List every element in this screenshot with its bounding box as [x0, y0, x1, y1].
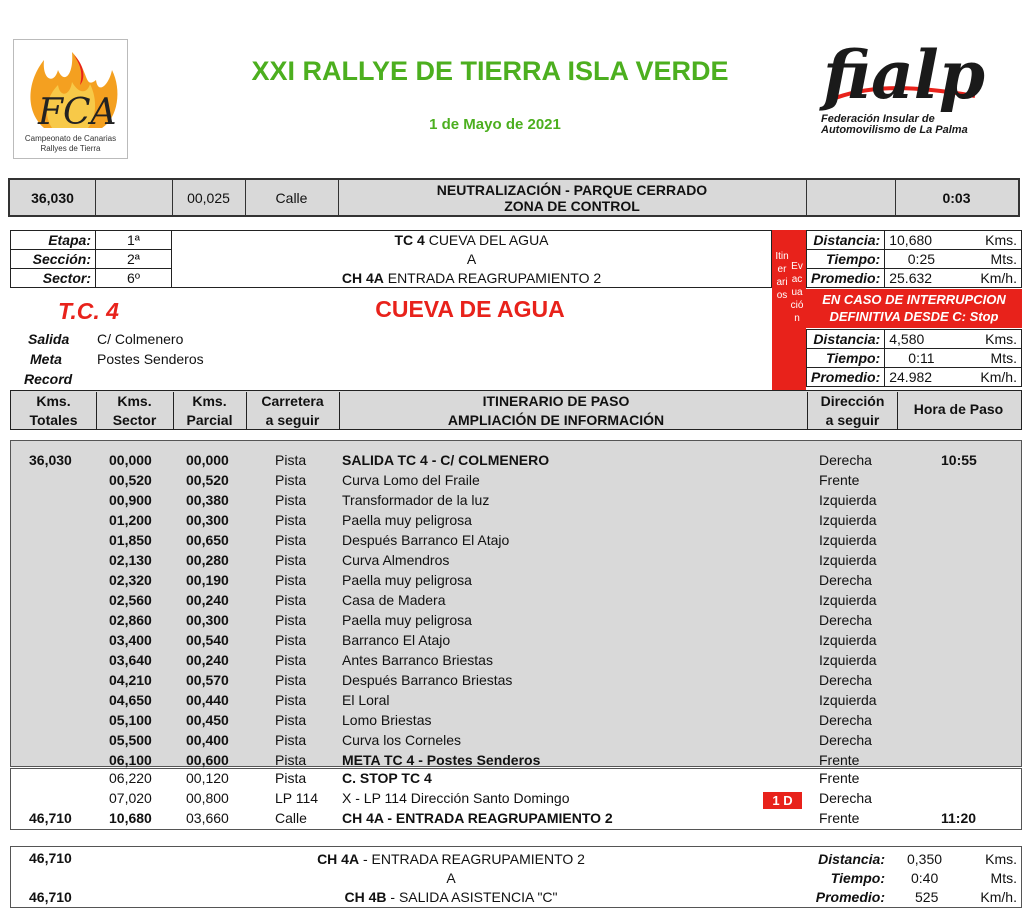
ch-tiempo-value: 0:40 [911, 870, 939, 886]
cell-road: Pista [275, 572, 307, 588]
neutral-description [338, 180, 807, 215]
cell-sector: 01,850 [109, 532, 152, 548]
cell-road: Calle [275, 810, 307, 826]
cell-parcial: 00,240 [186, 592, 229, 608]
cell-road: Pista [275, 692, 307, 708]
cell-dir: Frente [819, 472, 860, 488]
promedio-unit: Km/h. [958, 269, 1022, 288]
cell-road: Pista [275, 652, 307, 668]
stage-stats-table [806, 230, 1022, 288]
stage-header [10, 230, 1022, 432]
neutral-time: 0:03 [942, 189, 971, 206]
tc-name: CUEVA DE AGUA [375, 296, 565, 322]
cell-desc: Curva los Corneles [342, 732, 462, 748]
cell-desc: El Loral [342, 692, 390, 708]
stage-route [172, 230, 772, 288]
tiempo-value: 0:25 [885, 250, 958, 269]
cell-sector: 06,220 [109, 770, 152, 786]
cell-sector: 02,320 [109, 572, 152, 588]
sector-label: Sector: [11, 269, 96, 288]
ch-route [251, 850, 651, 907]
cell-sector: 02,560 [109, 592, 152, 608]
ch-to-name: - SALIDA ASISTENCIA "C" [386, 889, 558, 905]
cell-road: Pista [275, 532, 307, 548]
cell-road: Pista [275, 672, 307, 688]
col-itinerary: ITINERARIO DE PASO AMPLIACIÓN DE INFORMACIÓN [447, 393, 665, 428]
cell-desc: Antes Barranco Briestas [342, 652, 493, 668]
interruption-line-2: DEFINITIVA DESDE C: Stop [829, 309, 999, 324]
cell-sector: 04,650 [109, 692, 152, 708]
table-row [11, 651, 1023, 671]
cell-parcial: 00,380 [186, 492, 229, 508]
cell-dir: Derecha [819, 790, 872, 806]
page-title: XXI RALLYE DE TIERRA ISLA VERDE [251, 56, 729, 86]
col-time: Hora de Paso [913, 401, 1004, 417]
ch-from-name: - ENTRADA REAGRUPAMIENTO 2 [359, 851, 585, 867]
stop-section [10, 768, 1022, 830]
etapa-value: 1ª [96, 231, 172, 250]
cell-sector: 07,020 [109, 790, 152, 806]
stage-stats-alt-table [806, 329, 1022, 387]
cell-dir: Derecha [819, 732, 872, 748]
table-row [11, 789, 1023, 809]
col-km-parcial: Kms. Parcial [173, 392, 247, 430]
tiempo-unit: Mts. [958, 250, 1022, 269]
cell-dir: Izquierda [819, 532, 877, 548]
table-row [11, 611, 1023, 631]
cell-parcial: 00,240 [186, 652, 229, 668]
cell-dir: Frente [819, 770, 860, 786]
cell-sector: 10,680 [109, 810, 152, 826]
promedio-label: Promedio: [807, 269, 885, 288]
cell-desc: Curva Almendros [342, 552, 450, 568]
col-km-sector: Kms. Sector [96, 392, 174, 430]
col-direction: Dirección a seguir [807, 392, 898, 430]
fca-caption-2: Rallyes de Tierra [40, 144, 101, 153]
cell-desc: Paella muy peligrosa [342, 512, 472, 528]
cell-road: Pista [275, 492, 307, 508]
cell-dir: Derecha [819, 572, 872, 588]
promedio-value: 25.632 [885, 269, 958, 288]
ch-distancia-label: Distancia: [818, 851, 885, 867]
cell-sector: 00,000 [109, 452, 152, 468]
cell-total: 36,030 [29, 452, 72, 468]
cell-road: Pista [275, 632, 307, 648]
cell-parcial: 00,300 [186, 512, 229, 528]
route-from-code: TC 4 [394, 232, 425, 248]
table-row [11, 631, 1023, 651]
route-to-code: CH 4A [341, 270, 384, 286]
alt-tiempo-value: 0:11 [885, 349, 958, 368]
distancia-unit: Kms. [958, 231, 1022, 250]
cell-desc: Lomo Briestas [342, 712, 432, 728]
neutral-km-parcial: 00,025 [172, 180, 246, 215]
ch-stats [807, 850, 1021, 907]
direction-badge: 1 D [763, 792, 802, 809]
cell-parcial: 00,400 [186, 732, 229, 748]
cell-dir: Derecha [819, 452, 872, 468]
cell-parcial: 00,450 [186, 712, 229, 728]
cell-time: 10:55 [941, 452, 977, 468]
neutral-desc-1: NEUTRALIZACIÓN - PARQUE CERRADO [436, 181, 708, 198]
neutralization-row [8, 178, 1020, 217]
cell-parcial: 00,300 [186, 612, 229, 628]
table-row [11, 731, 1023, 751]
cell-dir: Izquierda [819, 652, 877, 668]
cell-desc: Casa de Madera [342, 592, 446, 608]
cell-desc: Después Barranco El Atajo [342, 532, 510, 548]
cell-dir: Izquierda [819, 592, 877, 608]
ch-total-2: 46,710 [29, 889, 72, 905]
record-label: Record [24, 371, 73, 387]
column-header-row [10, 390, 1022, 430]
table-row [11, 471, 1023, 491]
cell-parcial: 00,000 [186, 452, 229, 468]
fca-caption-1: Campeonato de Canarias [24, 134, 117, 143]
etapa-label: Etapa: [11, 231, 96, 250]
fialp-line-2: Automovilismo de La Palma [821, 124, 968, 136]
alt-distancia-value: 4,580 [885, 330, 958, 349]
cell-road: Pista [275, 512, 307, 528]
cell-sector: 01,200 [109, 512, 152, 528]
ch-promedio-label: Promedio: [815, 889, 885, 905]
cell-sector: 05,100 [109, 712, 152, 728]
table-row [11, 511, 1023, 531]
neutral-desc-2: ZONA DE CONTROL [504, 197, 640, 214]
ch-distancia-value: 0,350 [907, 851, 943, 867]
fca-logo [13, 39, 128, 159]
fialp-mark: fialp [823, 36, 985, 114]
cell-road: Pista [275, 612, 307, 628]
neutral-km-total: 36,030 [10, 180, 96, 215]
table-row [11, 571, 1023, 591]
cell-sector: 00,520 [109, 472, 152, 488]
cell-sector: 03,400 [109, 632, 152, 648]
cell-desc: Paella muy peligrosa [342, 572, 472, 588]
alt-promedio-label: Promedio: [807, 368, 885, 387]
cell-dir: Izquierda [819, 512, 877, 528]
interruption-line-1: EN CASO DE INTERRUPCION [822, 292, 1006, 307]
cell-road: Pista [275, 732, 307, 748]
evacuacion-vertical: Evacuación [790, 261, 804, 324]
alt-tiempo-unit: Mts. [958, 349, 1022, 368]
cell-parcial: 00,280 [186, 552, 229, 568]
cell-road: Pista [275, 712, 307, 728]
table-row [11, 809, 1023, 829]
cell-road: Pista [275, 472, 307, 488]
meta-value: Postes Senderos [97, 351, 204, 367]
distancia-label: Distancia: [807, 231, 885, 250]
cell-dir: Izquierda [819, 692, 877, 708]
cell-sector: 04,210 [109, 672, 152, 688]
cell-parcial: 00,190 [186, 572, 229, 588]
cell-desc: Barranco El Atajo [342, 632, 451, 648]
ch-a: A [446, 870, 456, 886]
meta-label: Meta [30, 351, 62, 367]
route-to-name: ENTRADA REAGRUPAMIENTO 2 [387, 270, 602, 286]
cell-parcial: 00,440 [186, 692, 229, 708]
cell-time: 11:20 [941, 810, 977, 826]
cell-parcial: 00,540 [186, 632, 229, 648]
cell-parcial: 00,570 [186, 672, 229, 688]
cell-parcial: 00,650 [186, 532, 229, 548]
interruption-notice [806, 289, 1022, 328]
ch-tiempo-unit: Mts. [990, 870, 1017, 886]
cell-desc: Transformador de la luz [342, 492, 490, 508]
cell-dir: Derecha [819, 712, 872, 728]
ch-section [10, 846, 1022, 908]
cell-desc: Curva Lomo del Fraile [342, 472, 480, 488]
seccion-label: Sección: [11, 250, 96, 269]
distancia-value: 10,680 [885, 231, 958, 250]
table-row [11, 671, 1023, 691]
ch-promedio-value: 525 [915, 889, 939, 905]
cell-road: Pista [275, 552, 307, 568]
cell-parcial: 00,520 [186, 472, 229, 488]
ch-distancia-unit: Kms. [985, 851, 1017, 867]
cell-sector: 05,500 [109, 732, 152, 748]
cell-dir: Izquierda [819, 632, 877, 648]
table-row [11, 551, 1023, 571]
cell-road: Pista [275, 770, 307, 786]
route-a: A [466, 251, 477, 267]
table-row [11, 451, 1023, 471]
cell-desc: Después Barranco Briestas [342, 672, 513, 688]
cell-parcial: 00,600 [186, 752, 229, 768]
cell-total: 46,710 [29, 810, 72, 826]
cell-dir: Izquierda [819, 492, 877, 508]
cell-parcial: 03,660 [186, 810, 229, 826]
itinerary-list [10, 440, 1022, 767]
salida-value: C/ Colmenero [97, 331, 184, 347]
table-row [11, 711, 1023, 731]
cell-desc: CH 4A - ENTRADA REAGRUPAMIENTO 2 [342, 810, 613, 826]
salida-label: Salida [28, 331, 70, 347]
neutral-road: Calle [245, 180, 339, 215]
cell-sector: 02,860 [109, 612, 152, 628]
tiempo-label: Tiempo: [807, 250, 885, 269]
col-road: Carretera a seguir [246, 392, 340, 430]
fca-mark: FCA [38, 92, 117, 133]
seccion-value: 2ª [96, 250, 172, 269]
stage-info-table [10, 230, 172, 288]
itinerarios-vertical: Itinerarios [775, 251, 789, 301]
fialp-logo [815, 38, 1015, 138]
alt-tiempo-label: Tiempo: [807, 349, 885, 368]
fca-flame-icon [14, 40, 127, 135]
col-km-total: Kms. Totales [11, 392, 97, 430]
cell-parcial: 00,800 [186, 790, 229, 806]
alt-distancia-unit: Kms. [958, 330, 1022, 349]
table-row [11, 769, 1023, 789]
ch-to-code: CH 4B [344, 889, 387, 905]
cell-road: Pista [275, 752, 307, 768]
cell-road: LP 114 [275, 790, 319, 806]
event-date: 1 de Mayo de 2021 [429, 116, 561, 133]
cell-dir: Izquierda [819, 552, 877, 568]
cell-road: Pista [275, 452, 307, 468]
cell-sector: 06,100 [109, 752, 152, 768]
cell-desc: SALIDA TC 4 - C/ COLMENERO [342, 452, 550, 468]
tc-code: T.C. 4 [58, 298, 119, 324]
cell-sector: 03,640 [109, 652, 152, 668]
cell-parcial: 00,120 [186, 770, 229, 786]
cell-dir: Frente [819, 752, 860, 768]
cell-desc: X - LP 114 Dirección Santo Domingo [342, 790, 570, 806]
neutral-direction [806, 180, 896, 215]
table-row [11, 691, 1023, 711]
alt-distancia-label: Distancia: [807, 330, 885, 349]
cell-desc: META TC 4 - Postes Senderos [342, 752, 541, 768]
neutral-km-sector [95, 180, 173, 215]
ch-promedio-unit: Km/h. [980, 889, 1017, 905]
route-from-name: CUEVA DEL AGUA [428, 232, 549, 248]
ch-total-1: 46,710 [29, 850, 72, 866]
cell-desc: Paella muy peligrosa [342, 612, 472, 628]
table-row [11, 491, 1023, 511]
cell-dir: Derecha [819, 612, 872, 628]
cell-dir: Frente [819, 810, 860, 826]
alt-promedio-unit: Km/h. [958, 368, 1022, 387]
ch-tiempo-label: Tiempo: [830, 870, 885, 886]
cell-sector: 00,900 [109, 492, 152, 508]
table-row [11, 531, 1023, 551]
cell-desc: C. STOP TC 4 [342, 770, 432, 786]
sector-value: 6º [96, 269, 172, 288]
cell-road: Pista [275, 592, 307, 608]
cell-sector: 02,130 [109, 552, 152, 568]
cell-dir: Derecha [819, 672, 872, 688]
alt-promedio-value: 24.982 [885, 368, 958, 387]
table-row [11, 591, 1023, 611]
ch-from-code: CH 4A [317, 851, 360, 867]
fialp-line-1: Federación Insular de [821, 113, 935, 125]
